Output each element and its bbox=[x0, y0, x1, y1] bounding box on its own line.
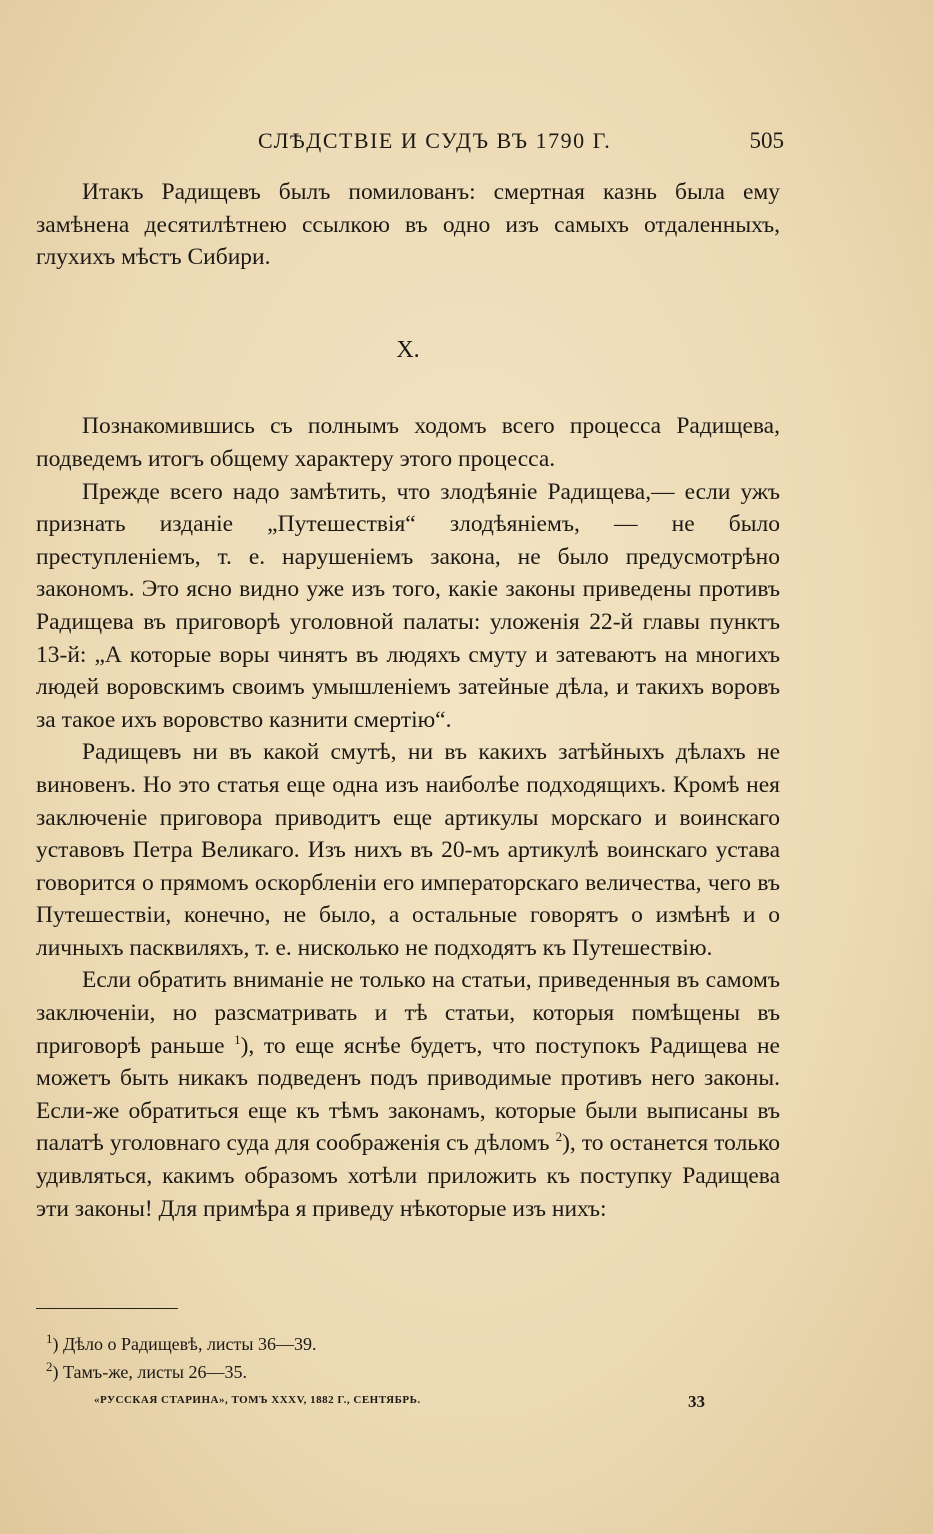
paragraph-part: ), то останется только удивляться, какимъ образомъ хотѣли приложить къ поступку Радищева эти законы! Для примѣра я приведу нѣкоторые изъ нихъ: bbox=[36, 1130, 780, 1222]
footnote-ref: 2 bbox=[555, 1129, 563, 1145]
footnote-text: ) Тамъ-же, листы 26—35. bbox=[52, 1362, 247, 1382]
signature-mark: 33 bbox=[688, 1392, 705, 1411]
paragraph: Прежде всего надо замѣтить, что злодѣяніе Радищева,— если ужъ признать изданіе „Путешествія“ злодѣяніемъ, — не было преступленіемъ, т. е. нарушеніемъ закона, не было предусмотрѣно закономъ. Это ясно видно уже изъ того, какіе законы приведены противъ Радищева въ приговорѣ уголовной палаты: уложенія 22-й главы пунктъ 13-й: „А которые воры чинятъ въ людяхъ смуту и затеваютъ на многихъ людей воровскимъ своимъ умышленіемъ затейные дѣла, и такихъ воровъ за такое ихъ воровство казнити смертію“. bbox=[36, 478, 780, 733]
body-text bbox=[36, 176, 780, 1225]
footnote bbox=[46, 1358, 646, 1386]
page-number: 505 bbox=[749, 128, 784, 153]
footnote-ref: 1 bbox=[234, 1031, 241, 1047]
paragraph-part: Если обратить вниманіе не только на статьи, приведенныя въ самомъ заключеніи, но разсматривать и тѣ статьи, которыя помѣщены въ приговорѣ раньше bbox=[36, 967, 780, 1059]
section-number: X. bbox=[396, 336, 420, 363]
footnote-mark: 1 bbox=[46, 1331, 53, 1346]
paragraph-with-refs bbox=[36, 964, 780, 1225]
running-head: СЛѢДСТВІЕ И СУДЪ ВЪ 1790 Г. bbox=[258, 128, 612, 153]
paragraph: Познакомившись съ полнымъ ходомъ всего процесса Радищева, подведемъ итогъ общему характеру этого процесса. bbox=[36, 413, 780, 472]
intro-paragraph: Итакъ Радищевъ былъ помилованъ: смертная казнь была ему замѣнена десятилѣтнею ссылкою въ одно изъ самыхъ отдаленныхъ, глухихъ мѣстъ Сибири. bbox=[36, 179, 780, 271]
footnote-divider bbox=[36, 1308, 178, 1309]
footnote bbox=[46, 1330, 646, 1358]
footnotes bbox=[46, 1330, 646, 1386]
paragraph: Радищевъ ни въ какой смутѣ, ни въ какихъ затѣйныхъ дѣлахъ не виновенъ. Но это статья еще одна изъ наиболѣе подходящихъ. Кромѣ нея заключеніе приговора приводитъ еще артикулы морскаго и воинскаго уставовъ Петра Великаго. Изъ нихъ въ 20-мъ артикулѣ воинскаго устава говорится о прямомъ оскорбленіи его императорскаго величества, чего въ Путешествіи, конечно, не было, а остальные говорятъ о измѣнѣ и о личныхъ пасквиляхъ, т. е. нисколько не подходятъ къ Путешествію. bbox=[36, 739, 780, 961]
footnote-mark: 2 bbox=[46, 1359, 53, 1374]
journal-signature: «РУССКАЯ СТАРИНА», ТОМЪ XXXV, 1882 Г., СЕНТЯБРЬ. bbox=[94, 1394, 421, 1406]
page-header bbox=[36, 128, 784, 158]
paragraph-part: ), то еще яснѣе будетъ, что поступокъ Радищева не можетъ быть никакъ подведенъ подъ приводимые противъ него законы. Если-же обратиться еще къ тѣмъ законамъ, которые были выписаны въ палатѣ уголовнаго суда для соображенія съ дѣломъ bbox=[36, 1032, 780, 1157]
footnote-text: ) Дѣло о Радищевѣ, листы 36—39. bbox=[52, 1334, 317, 1354]
